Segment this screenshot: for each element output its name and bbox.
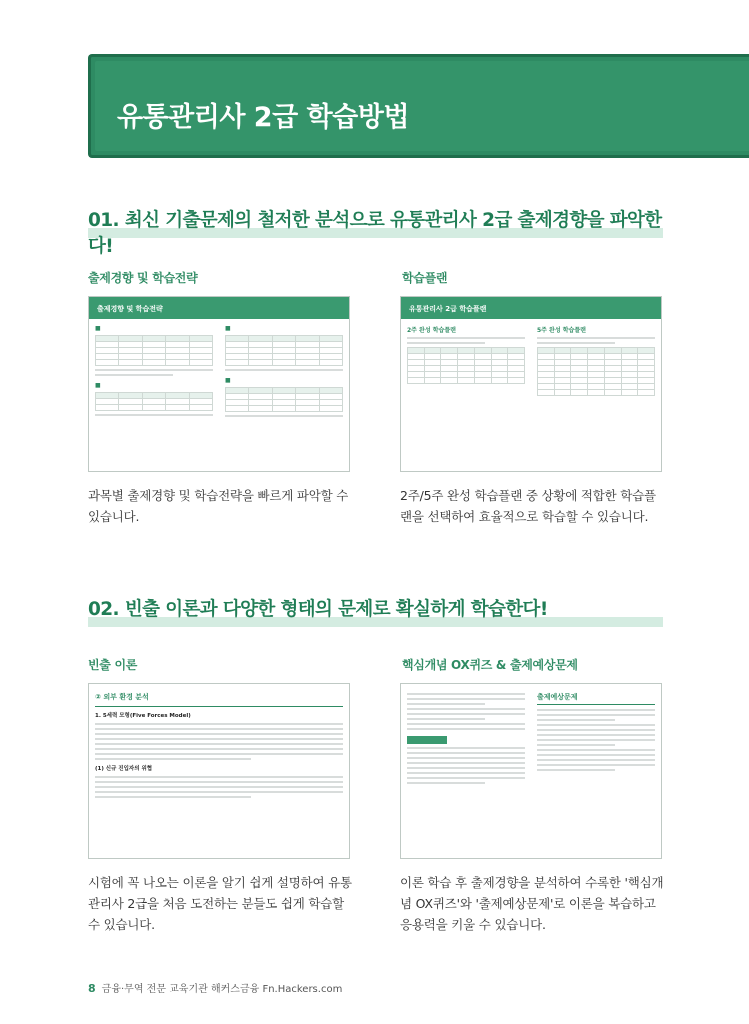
section2-right-subtitle: 핵심개념 OX퀴즈 & 출제예상문제 (402, 658, 578, 672)
text-line (407, 752, 525, 754)
mini-section-title: ■ (225, 377, 231, 384)
text-line (407, 718, 485, 720)
title-banner (88, 54, 749, 158)
ox-quiz-tag (407, 736, 447, 744)
footer-text: 금융·무역 전문 교육기관 해커스금융 Fn.Hackers.com (101, 984, 343, 995)
section2-heading-text: 02. 빈출 이론과 다양한 형태의 문제로 확실하게 학습한다! (88, 599, 548, 620)
text-line (95, 786, 343, 788)
text-line (537, 769, 615, 771)
text-line (95, 414, 213, 416)
text-line (537, 709, 655, 711)
text-line (95, 796, 251, 798)
text-line (95, 776, 343, 778)
mini-table (225, 335, 343, 366)
text-line (407, 777, 525, 779)
study-plan-thumbnail (400, 296, 662, 472)
mini-section-title: ■ (95, 325, 101, 332)
trend-strategy-description: 과목별 출제경향 및 학습전략을 빠르게 파악할 수 있습니다. (88, 488, 349, 524)
text-line (407, 747, 525, 749)
text-line (407, 703, 485, 705)
text-line (95, 738, 343, 740)
thumbnail-header: 유통관리사 2급 학습플랜 (401, 297, 661, 319)
text-line (537, 337, 655, 339)
divider (95, 706, 343, 707)
text-line (537, 342, 615, 344)
study-plan-description: 2주/5주 완성 학습플랜 중 상황에 적합한 학습플랜을 선택하여 효율적으로 학습할 수 있습니다. (400, 488, 656, 524)
text-line (95, 374, 173, 376)
mini-section-title: ■ (95, 382, 101, 389)
plan-table (407, 347, 525, 384)
text-line (95, 743, 343, 745)
mini-table (225, 387, 343, 412)
text-line (407, 698, 525, 700)
text-line (537, 749, 655, 751)
text-line (407, 728, 525, 730)
theory-section-heading: ② 외부 환경 분석 (95, 693, 149, 701)
text-line (537, 739, 655, 741)
text-line (537, 759, 655, 761)
section2-heading (88, 595, 663, 625)
text-line (407, 772, 525, 774)
theory-subitem-title: (1) 신규 진입자의 위협 (95, 766, 153, 772)
expected-questions-label: 출제예상문제 (537, 692, 655, 705)
section1-heading (88, 206, 663, 257)
text-line (95, 758, 251, 760)
mini-table (95, 392, 213, 411)
text-line (537, 714, 655, 716)
theory-thumbnail (88, 683, 350, 859)
trend-strategy-thumbnail (88, 296, 350, 472)
text-line (225, 369, 343, 371)
text-line (95, 723, 343, 725)
plan-5week-title: 5주 완성 학습플랜 (537, 327, 586, 334)
page-number: 8 (88, 982, 96, 995)
text-line (95, 733, 343, 735)
text-line (407, 757, 525, 759)
text-line (537, 729, 655, 731)
text-line (537, 764, 655, 766)
text-line (407, 762, 525, 764)
text-line (537, 734, 655, 736)
text-line (407, 767, 525, 769)
section1-heading-text: 01. 최신 기출문제의 철저한 분석으로 유통관리사 2급 출제경향을 파악한다! (88, 210, 662, 257)
text-line (95, 728, 343, 730)
text-line (537, 744, 615, 746)
text-line (537, 719, 615, 721)
theory-item-title: 1. 5세력 모형(Five Forces Model) (95, 713, 191, 719)
page-title: 유통관리사 2급 학습방법 (117, 102, 409, 133)
thumbnail-header: 출제경향 및 학습전략 (89, 297, 349, 319)
text-line (225, 415, 343, 417)
text-line (407, 713, 525, 715)
section2-left-subtitle: 빈출 이론 (88, 658, 138, 672)
plan-table (537, 347, 655, 396)
text-line (537, 724, 655, 726)
text-line (407, 708, 525, 710)
text-line (407, 337, 525, 339)
text-line (95, 753, 343, 755)
page-footer (88, 980, 342, 995)
text-line (407, 723, 525, 725)
mini-table (95, 335, 213, 366)
text-line (407, 782, 485, 784)
quiz-description: 이론 학습 후 출제경향을 분석하여 수록한 '핵심개념 OX퀴즈'와 '출제예상문제'로 이론을 복습하고 응용력을 키울 수 있습니다. (400, 875, 664, 932)
theory-description: 시험에 꼭 나오는 이론을 알기 쉽게 설명하여 유통관리사 2급을 처음 도전하는 분들도 쉽게 학습할 수 있습니다. (88, 875, 352, 932)
section1-right-subtitle: 학습플랜 (402, 271, 448, 285)
text-line (537, 754, 655, 756)
plan-2week-title: 2주 완성 학습플랜 (407, 327, 456, 334)
text-line (407, 693, 525, 695)
section1-left-subtitle: 출제경향 및 학습전략 (88, 271, 198, 285)
text-line (407, 342, 485, 344)
mini-section-title: ■ (225, 325, 231, 332)
text-line (95, 369, 213, 371)
text-line (95, 791, 343, 793)
text-line (95, 781, 343, 783)
quiz-thumbnail (400, 683, 662, 859)
text-line (95, 748, 343, 750)
